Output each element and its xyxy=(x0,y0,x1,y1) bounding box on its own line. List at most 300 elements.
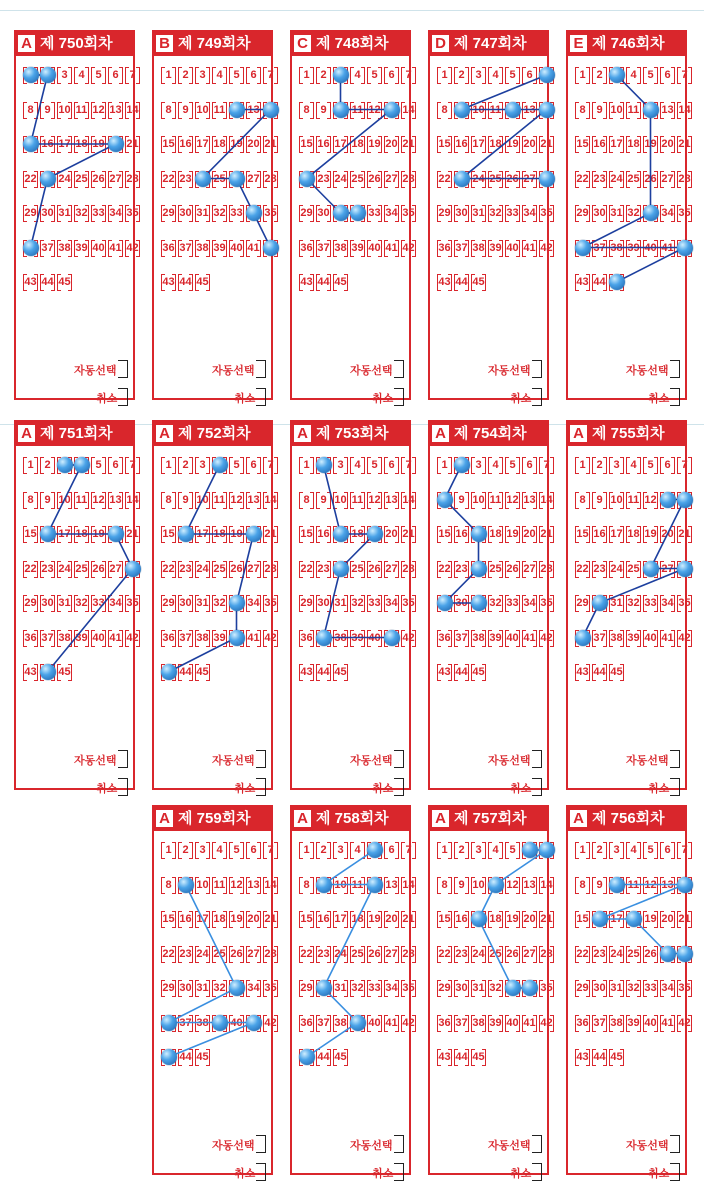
number-cell[interactable]: 38 xyxy=(195,238,210,258)
number-cell[interactable]: 1 xyxy=(575,455,590,475)
number-cell[interactable]: 31 xyxy=(609,978,624,998)
number-cell[interactable]: 7 xyxy=(401,455,416,475)
number-cell[interactable]: 27 xyxy=(660,169,675,189)
number-cell[interactable]: 44 xyxy=(592,1047,607,1067)
number-cell[interactable]: 4 xyxy=(212,65,227,85)
number-cell[interactable]: 11 xyxy=(74,490,89,510)
selected-ball[interactable] xyxy=(660,492,676,508)
number-cell[interactable]: 35 xyxy=(539,978,554,998)
number-cell[interactable]: 33 xyxy=(505,593,520,613)
number-cell[interactable]: 15 xyxy=(161,909,176,929)
number-cell[interactable]: 45 xyxy=(57,662,72,682)
number-cell[interactable]: 16 xyxy=(454,134,469,154)
number-cell[interactable]: 7 xyxy=(401,840,416,860)
number-cell[interactable]: 43 xyxy=(437,1047,452,1067)
number-cell[interactable]: 11 xyxy=(626,490,641,510)
number-cell[interactable]: 41 xyxy=(660,238,675,258)
number-cell[interactable]: 39 xyxy=(74,628,89,648)
number-cell[interactable]: 44 xyxy=(40,272,55,292)
number-cell[interactable]: 25 xyxy=(350,559,365,579)
number-cell[interactable]: 24 xyxy=(57,559,72,579)
number-cell[interactable]: 11 xyxy=(350,100,365,120)
number-cell[interactable]: 6 xyxy=(522,455,537,475)
number-cell[interactable]: 18 xyxy=(488,909,503,929)
number-cell[interactable]: 44 xyxy=(178,272,193,292)
selected-ball[interactable] xyxy=(40,67,56,83)
number-cell[interactable]: 22 xyxy=(161,944,176,964)
number-cell[interactable]: 40 xyxy=(505,1013,520,1033)
number-cell[interactable]: 31 xyxy=(471,203,486,223)
selected-ball[interactable] xyxy=(592,595,608,611)
number-cell[interactable]: 17 xyxy=(57,524,72,544)
number-cell[interactable]: 42 xyxy=(401,1013,416,1033)
number-cell[interactable]: 23 xyxy=(178,944,193,964)
number-cell[interactable]: 14 xyxy=(263,875,278,895)
number-cell[interactable]: 6 xyxy=(384,65,399,85)
auto-select-checkbox[interactable] xyxy=(394,360,404,378)
number-cell[interactable]: 16 xyxy=(178,909,193,929)
number-cell[interactable]: 38 xyxy=(471,1013,486,1033)
number-cell[interactable]: 5 xyxy=(91,455,106,475)
number-cell[interactable]: 37 xyxy=(178,1013,193,1033)
number-cell[interactable]: 30 xyxy=(592,203,607,223)
number-cell[interactable]: 11 xyxy=(488,100,503,120)
number-cell[interactable]: 29 xyxy=(161,978,176,998)
number-cell[interactable]: 45 xyxy=(195,1047,210,1067)
number-cell[interactable]: 31 xyxy=(195,203,210,223)
selected-ball[interactable] xyxy=(471,526,487,542)
number-cell[interactable]: 32 xyxy=(488,978,503,998)
number-cell[interactable]: 41 xyxy=(108,238,123,258)
selected-ball[interactable] xyxy=(643,205,659,221)
number-cell[interactable]: 35 xyxy=(539,203,554,223)
number-cell[interactable]: 28 xyxy=(401,559,416,579)
number-cell[interactable]: 34 xyxy=(660,203,675,223)
number-cell[interactable]: 42 xyxy=(539,238,554,258)
selected-ball[interactable] xyxy=(539,171,555,187)
number-cell[interactable]: 20 xyxy=(522,909,537,929)
number-cell[interactable]: 16 xyxy=(316,909,331,929)
number-cell[interactable]: 43 xyxy=(161,272,176,292)
number-cell[interactable]: 30 xyxy=(178,978,193,998)
number-cell[interactable]: 39 xyxy=(626,628,641,648)
number-cell[interactable]: 1 xyxy=(299,455,314,475)
number-cell[interactable]: 17 xyxy=(609,909,624,929)
number-cell[interactable]: 4 xyxy=(212,840,227,860)
number-cell[interactable]: 2 xyxy=(592,65,607,85)
number-cell[interactable]: 29 xyxy=(299,203,314,223)
number-cell[interactable]: 6 xyxy=(108,455,123,475)
number-cell[interactable]: 13 xyxy=(384,875,399,895)
selected-ball[interactable] xyxy=(677,877,693,893)
auto-select-checkbox[interactable] xyxy=(256,360,266,378)
number-cell[interactable]: 35 xyxy=(125,203,140,223)
number-cell[interactable]: 4 xyxy=(350,455,365,475)
number-cell[interactable]: 2 xyxy=(40,455,55,475)
number-cell[interactable]: 42 xyxy=(677,628,692,648)
number-cell[interactable]: 21 xyxy=(539,909,554,929)
number-cell[interactable]: 2 xyxy=(454,65,469,85)
number-cell[interactable]: 3 xyxy=(195,840,210,860)
number-cell[interactable]: 42 xyxy=(401,238,416,258)
number-cell[interactable]: 5 xyxy=(505,840,520,860)
number-cell[interactable]: 40 xyxy=(643,628,658,648)
selected-ball[interactable] xyxy=(454,457,470,473)
number-cell[interactable]: 39 xyxy=(212,238,227,258)
number-cell[interactable]: 34 xyxy=(660,978,675,998)
number-cell[interactable]: 27 xyxy=(246,559,261,579)
number-cell[interactable]: 20 xyxy=(384,524,399,544)
auto-select-checkbox[interactable] xyxy=(256,1135,266,1153)
number-cell[interactable]: 8 xyxy=(575,100,590,120)
number-cell[interactable]: 20 xyxy=(522,134,537,154)
number-cell[interactable]: 26 xyxy=(505,169,520,189)
number-cell[interactable]: 27 xyxy=(384,169,399,189)
auto-select-checkbox[interactable] xyxy=(670,1135,680,1153)
number-cell[interactable]: 40 xyxy=(91,628,106,648)
number-cell[interactable]: 32 xyxy=(74,203,89,223)
number-cell[interactable]: 21 xyxy=(401,134,416,154)
selected-ball[interactable] xyxy=(384,630,400,646)
number-cell[interactable]: 21 xyxy=(539,524,554,544)
number-cell[interactable]: 18 xyxy=(74,524,89,544)
number-cell[interactable]: 12 xyxy=(91,490,106,510)
number-cell[interactable]: 3 xyxy=(471,65,486,85)
number-cell[interactable]: 19 xyxy=(643,134,658,154)
selected-ball[interactable] xyxy=(212,1015,228,1031)
number-cell[interactable]: 35 xyxy=(401,203,416,223)
number-cell[interactable]: 19 xyxy=(367,134,382,154)
number-cell[interactable]: 20 xyxy=(246,909,261,929)
number-cell[interactable]: 8 xyxy=(23,490,38,510)
number-cell[interactable]: 21 xyxy=(401,909,416,929)
number-cell[interactable]: 7 xyxy=(263,840,278,860)
number-cell[interactable]: 15 xyxy=(23,524,38,544)
number-cell[interactable]: 30 xyxy=(178,593,193,613)
number-cell[interactable]: 28 xyxy=(263,559,278,579)
number-cell[interactable]: 10 xyxy=(609,100,624,120)
number-cell[interactable]: 7 xyxy=(263,65,278,85)
number-cell[interactable]: 23 xyxy=(454,944,469,964)
number-cell[interactable]: 20 xyxy=(522,524,537,544)
number-cell[interactable]: 6 xyxy=(384,840,399,860)
number-cell[interactable]: 33 xyxy=(505,203,520,223)
number-cell[interactable]: 40 xyxy=(367,628,382,648)
number-cell[interactable]: 19 xyxy=(367,909,382,929)
number-cell[interactable]: 27 xyxy=(660,559,675,579)
selected-ball[interactable] xyxy=(108,136,124,152)
number-cell[interactable]: 33 xyxy=(367,593,382,613)
number-cell[interactable]: 8 xyxy=(299,100,314,120)
number-cell[interactable]: 10 xyxy=(471,490,486,510)
selected-ball[interactable] xyxy=(263,102,279,118)
number-cell[interactable]: 23 xyxy=(178,169,193,189)
number-cell[interactable]: 10 xyxy=(195,490,210,510)
cancel-checkbox[interactable] xyxy=(532,778,542,796)
number-cell[interactable]: 31 xyxy=(333,978,348,998)
number-cell[interactable]: 16 xyxy=(592,134,607,154)
number-cell[interactable]: 6 xyxy=(660,840,675,860)
number-cell[interactable]: 34 xyxy=(246,978,261,998)
number-cell[interactable]: 33 xyxy=(229,203,244,223)
number-cell[interactable]: 36 xyxy=(299,628,314,648)
number-cell[interactable]: 25 xyxy=(212,559,227,579)
number-cell[interactable]: 17 xyxy=(57,134,72,154)
number-cell[interactable]: 44 xyxy=(316,662,331,682)
number-cell[interactable]: 14 xyxy=(539,875,554,895)
selected-ball[interactable] xyxy=(333,67,349,83)
number-cell[interactable]: 2 xyxy=(178,65,193,85)
number-cell[interactable]: 24 xyxy=(195,944,210,964)
number-cell[interactable]: 7 xyxy=(263,455,278,475)
number-cell[interactable]: 22 xyxy=(23,169,38,189)
number-cell[interactable]: 40 xyxy=(643,1013,658,1033)
number-cell[interactable]: 39 xyxy=(74,238,89,258)
number-cell[interactable]: 43 xyxy=(575,1047,590,1067)
number-cell[interactable]: 22 xyxy=(575,169,590,189)
selected-ball[interactable] xyxy=(316,630,332,646)
number-cell[interactable]: 21 xyxy=(263,524,278,544)
number-cell[interactable]: 8 xyxy=(575,490,590,510)
number-cell[interactable]: 37 xyxy=(40,628,55,648)
number-cell[interactable]: 15 xyxy=(161,134,176,154)
number-cell[interactable]: 20 xyxy=(660,524,675,544)
selected-ball[interactable] xyxy=(40,526,56,542)
selected-ball[interactable] xyxy=(161,1015,177,1031)
number-cell[interactable]: 42 xyxy=(539,1013,554,1033)
auto-select-checkbox[interactable] xyxy=(118,750,128,768)
number-cell[interactable]: 7 xyxy=(677,455,692,475)
number-cell[interactable]: 11 xyxy=(212,490,227,510)
number-cell[interactable]: 41 xyxy=(522,238,537,258)
number-cell[interactable]: 40 xyxy=(229,1013,244,1033)
number-cell[interactable]: 1 xyxy=(161,65,176,85)
number-cell[interactable]: 37 xyxy=(592,238,607,258)
number-cell[interactable]: 35 xyxy=(263,978,278,998)
number-cell[interactable]: 28 xyxy=(125,169,140,189)
number-cell[interactable]: 3 xyxy=(333,840,348,860)
number-cell[interactable]: 32 xyxy=(350,978,365,998)
number-cell[interactable]: 34 xyxy=(522,203,537,223)
number-cell[interactable]: 21 xyxy=(125,524,140,544)
number-cell[interactable]: 23 xyxy=(592,559,607,579)
number-cell[interactable]: 6 xyxy=(246,65,261,85)
number-cell[interactable]: 29 xyxy=(575,203,590,223)
selected-ball[interactable] xyxy=(229,102,245,118)
selected-ball[interactable] xyxy=(178,877,194,893)
number-cell[interactable]: 25 xyxy=(74,559,89,579)
selected-ball[interactable] xyxy=(333,102,349,118)
number-cell[interactable]: 13 xyxy=(660,100,675,120)
selected-ball[interactable] xyxy=(246,1015,262,1031)
number-cell[interactable]: 23 xyxy=(40,559,55,579)
number-cell[interactable]: 35 xyxy=(263,203,278,223)
number-cell[interactable]: 30 xyxy=(40,593,55,613)
number-cell[interactable]: 11 xyxy=(212,875,227,895)
number-cell[interactable]: 15 xyxy=(299,524,314,544)
number-cell[interactable]: 38 xyxy=(333,1013,348,1033)
number-cell[interactable]: 40 xyxy=(505,628,520,648)
number-cell[interactable]: 26 xyxy=(643,944,658,964)
number-cell[interactable]: 18 xyxy=(488,524,503,544)
number-cell[interactable]: 41 xyxy=(522,628,537,648)
selected-ball[interactable] xyxy=(212,457,228,473)
selected-ball[interactable] xyxy=(643,561,659,577)
number-cell[interactable]: 11 xyxy=(350,875,365,895)
auto-select-checkbox[interactable] xyxy=(532,360,542,378)
auto-select-checkbox[interactable] xyxy=(670,750,680,768)
number-cell[interactable]: 39 xyxy=(488,1013,503,1033)
number-cell[interactable]: 14 xyxy=(401,100,416,120)
selected-ball[interactable] xyxy=(539,102,555,118)
number-cell[interactable]: 11 xyxy=(74,100,89,120)
number-cell[interactable]: 20 xyxy=(384,134,399,154)
number-cell[interactable]: 9 xyxy=(316,100,331,120)
number-cell[interactable]: 23 xyxy=(592,944,607,964)
number-cell[interactable]: 1 xyxy=(437,65,452,85)
number-cell[interactable]: 44 xyxy=(454,272,469,292)
number-cell[interactable]: 16 xyxy=(592,524,607,544)
number-cell[interactable]: 11 xyxy=(626,100,641,120)
selected-ball[interactable] xyxy=(505,980,521,996)
number-cell[interactable]: 9 xyxy=(592,875,607,895)
number-cell[interactable]: 21 xyxy=(677,909,692,929)
number-cell[interactable]: 7 xyxy=(677,65,692,85)
cancel-checkbox[interactable] xyxy=(256,778,266,796)
number-cell[interactable]: 27 xyxy=(108,559,123,579)
selected-ball[interactable] xyxy=(575,240,591,256)
selected-ball[interactable] xyxy=(522,980,538,996)
selected-ball[interactable] xyxy=(23,136,39,152)
selected-ball[interactable] xyxy=(677,240,693,256)
number-cell[interactable]: 32 xyxy=(488,203,503,223)
number-cell[interactable]: 6 xyxy=(246,840,261,860)
auto-select-checkbox[interactable] xyxy=(118,360,128,378)
number-cell[interactable]: 13 xyxy=(384,490,399,510)
number-cell[interactable]: 25 xyxy=(626,559,641,579)
selected-ball[interactable] xyxy=(539,67,555,83)
number-cell[interactable]: 40 xyxy=(367,238,382,258)
number-cell[interactable]: 45 xyxy=(333,272,348,292)
number-cell[interactable]: 19 xyxy=(229,909,244,929)
selected-ball[interactable] xyxy=(471,561,487,577)
selected-ball[interactable] xyxy=(333,561,349,577)
number-cell[interactable]: 42 xyxy=(125,238,140,258)
number-cell[interactable]: 32 xyxy=(626,978,641,998)
number-cell[interactable]: 25 xyxy=(488,559,503,579)
number-cell[interactable]: 20 xyxy=(660,909,675,929)
number-cell[interactable]: 19 xyxy=(229,524,244,544)
number-cell[interactable]: 42 xyxy=(677,1013,692,1033)
auto-select-checkbox[interactable] xyxy=(394,1135,404,1153)
number-cell[interactable]: 20 xyxy=(384,909,399,929)
number-cell[interactable]: 5 xyxy=(643,65,658,85)
number-cell[interactable]: 44 xyxy=(454,1047,469,1067)
selected-ball[interactable] xyxy=(609,274,625,290)
number-cell[interactable]: 22 xyxy=(161,169,176,189)
number-cell[interactable]: 24 xyxy=(471,944,486,964)
number-cell[interactable]: 36 xyxy=(437,628,452,648)
selected-ball[interactable] xyxy=(609,67,625,83)
number-cell[interactable]: 16 xyxy=(454,909,469,929)
number-cell[interactable]: 14 xyxy=(125,490,140,510)
number-cell[interactable]: 5 xyxy=(229,455,244,475)
selected-ball[interactable] xyxy=(178,526,194,542)
number-cell[interactable]: 8 xyxy=(299,490,314,510)
number-cell[interactable]: 33 xyxy=(367,978,382,998)
number-cell[interactable]: 17 xyxy=(609,134,624,154)
number-cell[interactable]: 18 xyxy=(488,134,503,154)
number-cell[interactable]: 24 xyxy=(609,944,624,964)
selected-ball[interactable] xyxy=(316,877,332,893)
auto-select-checkbox[interactable] xyxy=(532,1135,542,1153)
number-cell[interactable]: 11 xyxy=(212,100,227,120)
number-cell[interactable]: 8 xyxy=(161,875,176,895)
selected-ball[interactable] xyxy=(367,877,383,893)
number-cell[interactable]: 45 xyxy=(609,1047,624,1067)
selected-ball[interactable] xyxy=(437,595,453,611)
number-cell[interactable]: 22 xyxy=(161,559,176,579)
number-cell[interactable]: 18 xyxy=(74,134,89,154)
cancel-checkbox[interactable] xyxy=(670,778,680,796)
number-cell[interactable]: 30 xyxy=(316,593,331,613)
number-cell[interactable]: 13 xyxy=(108,490,123,510)
number-cell[interactable]: 27 xyxy=(246,944,261,964)
number-cell[interactable]: 21 xyxy=(539,134,554,154)
number-cell[interactable]: 1 xyxy=(575,65,590,85)
number-cell[interactable]: 35 xyxy=(263,593,278,613)
number-cell[interactable]: 3 xyxy=(57,65,72,85)
selected-ball[interactable] xyxy=(40,171,56,187)
number-cell[interactable]: 41 xyxy=(660,628,675,648)
number-cell[interactable]: 13 xyxy=(522,490,537,510)
number-cell[interactable]: 39 xyxy=(626,238,641,258)
number-cell[interactable]: 35 xyxy=(401,978,416,998)
number-cell[interactable]: 24 xyxy=(333,169,348,189)
number-cell[interactable]: 28 xyxy=(263,169,278,189)
number-cell[interactable]: 8 xyxy=(437,100,452,120)
selected-ball[interactable] xyxy=(299,171,315,187)
number-cell[interactable]: 36 xyxy=(299,1013,314,1033)
number-cell[interactable]: 14 xyxy=(125,100,140,120)
number-cell[interactable]: 13 xyxy=(522,100,537,120)
number-cell[interactable]: 9 xyxy=(40,490,55,510)
number-cell[interactable]: 2 xyxy=(316,65,331,85)
auto-select-checkbox[interactable] xyxy=(256,750,266,768)
number-cell[interactable]: 38 xyxy=(471,628,486,648)
number-cell[interactable]: 25 xyxy=(212,944,227,964)
selected-ball[interactable] xyxy=(643,102,659,118)
number-cell[interactable]: 43 xyxy=(299,662,314,682)
number-cell[interactable]: 28 xyxy=(677,169,692,189)
number-cell[interactable]: 1 xyxy=(23,455,38,475)
number-cell[interactable]: 43 xyxy=(23,662,38,682)
number-cell[interactable]: 39 xyxy=(350,238,365,258)
number-cell[interactable]: 12 xyxy=(229,490,244,510)
number-cell[interactable]: 13 xyxy=(108,100,123,120)
number-cell[interactable]: 23 xyxy=(454,559,469,579)
number-cell[interactable]: 36 xyxy=(23,628,38,648)
number-cell[interactable]: 30 xyxy=(178,203,193,223)
selected-ball[interactable] xyxy=(454,171,470,187)
number-cell[interactable]: 22 xyxy=(23,559,38,579)
number-cell[interactable]: 18 xyxy=(212,134,227,154)
number-cell[interactable]: 6 xyxy=(660,455,675,475)
number-cell[interactable]: 18 xyxy=(350,909,365,929)
number-cell[interactable]: 44 xyxy=(178,1047,193,1067)
number-cell[interactable]: 9 xyxy=(178,490,193,510)
selected-ball[interactable] xyxy=(229,980,245,996)
